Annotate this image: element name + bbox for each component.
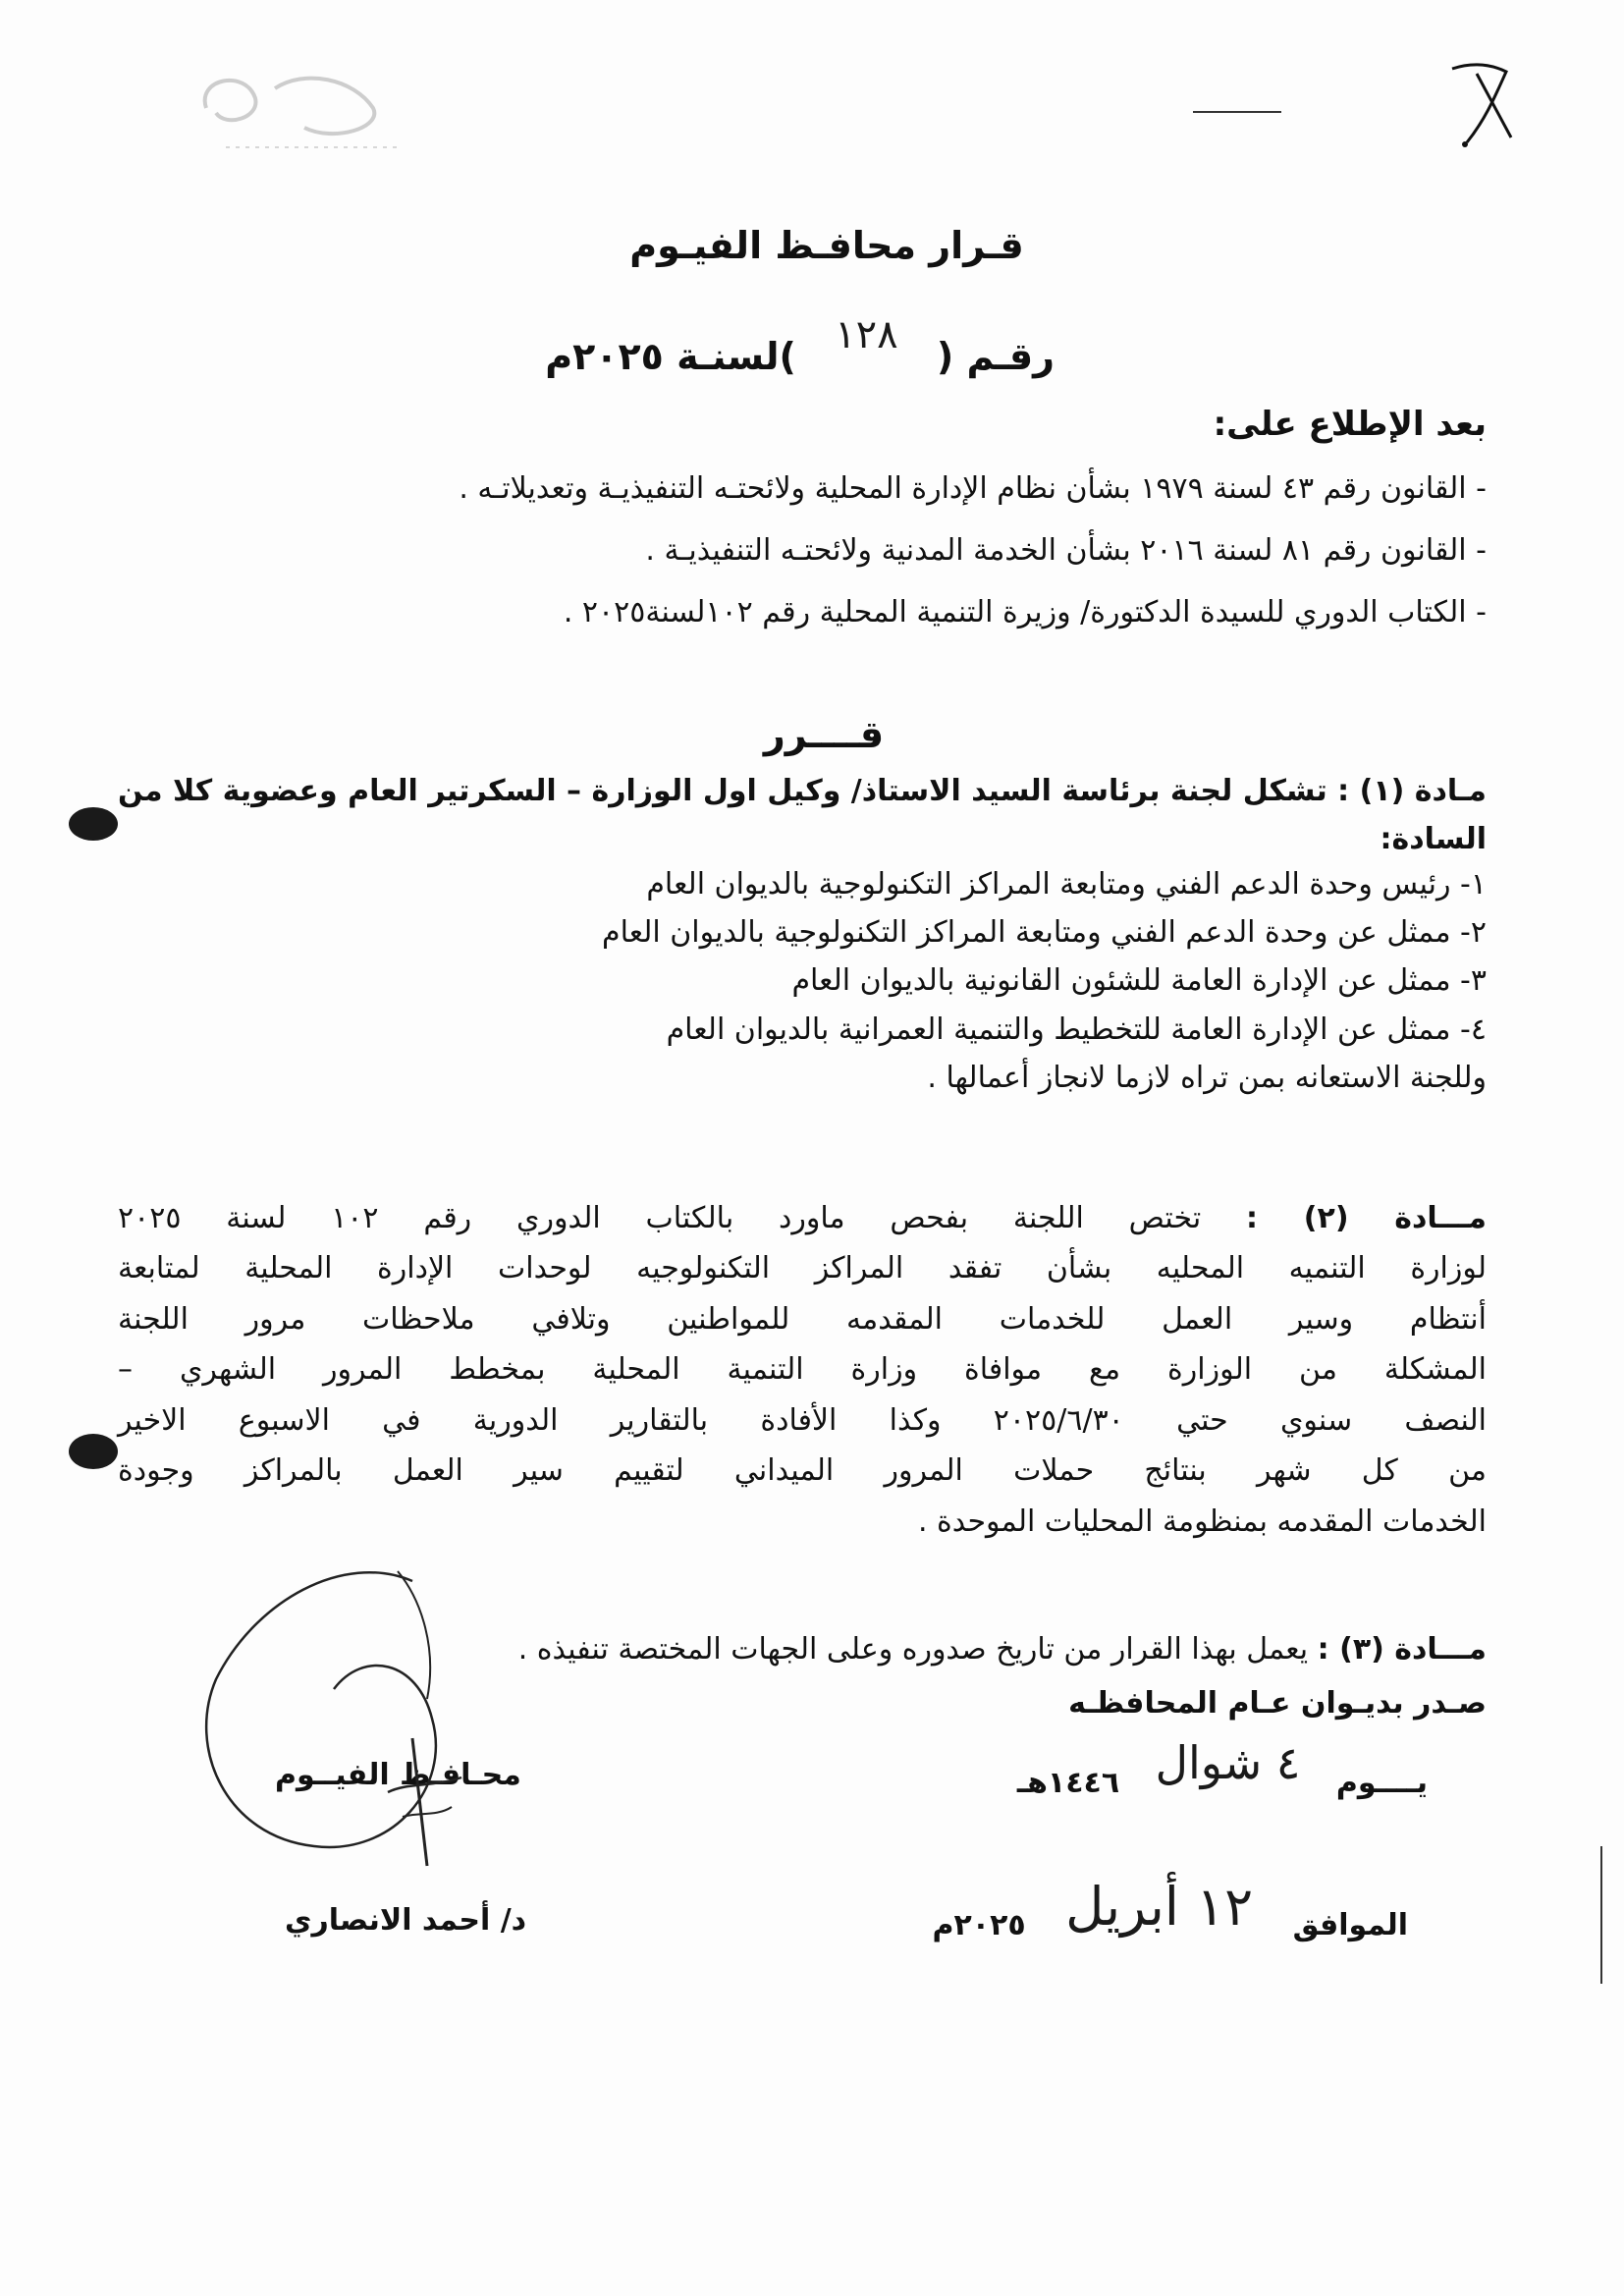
article-2-text: تختص اللجنة بفحص ماورد بالكتاب الدوري رقم ١٠٢ لسنة ٢٠٢٥ xyxy=(118,1201,1202,1235)
page-number-mark xyxy=(1437,54,1526,152)
punch-hole xyxy=(69,807,118,841)
decision-heading: قــــرر xyxy=(763,713,885,756)
member-item: ٣- ممثل عن الإدارة العامة للشئون القانونية بالديوان العام xyxy=(791,963,1487,998)
signature-name: د/ أحمد الانصاري xyxy=(285,1903,527,1938)
number-suffix: )لسنـة ٢٠٢٥م xyxy=(545,335,796,378)
handwritten-signature xyxy=(167,1542,481,1915)
preamble-item: - القانون رقم ٤٣ لسنة ١٩٧٩ بشأن نظام الإدارة المحلية ولائحتـه التنفيذيـة وتعديلاتـه . xyxy=(459,471,1487,506)
article-2-line: من كل شهر بنتائج حملات المرور الميداني لتقييم سير العمل بالمراكز وجودة xyxy=(118,1453,1487,1488)
preamble-item: - القانون رقم ٨١ لسنة ٢٠١٦ بشأن الخدمة المدنية ولائحتـه التنفيذيـة . xyxy=(645,533,1487,568)
member-item: ١- رئيس وحدة الدعم الفني ومتابعة المراكز التكنولوجية بالديوان العام xyxy=(646,867,1487,902)
decree-number xyxy=(545,312,1055,379)
article-2-line: النصف سنوي حتي ٢٠٢٥/٦/٣٠ وكذا الأفادة بالتقارير الدورية في الاسبوع الاخير xyxy=(118,1403,1487,1438)
issued-text: صـدر بديـوان عـام المحافظـه xyxy=(1068,1686,1487,1721)
article-1-label: مـادة (١) : xyxy=(1337,774,1487,808)
article-3-text: يعمل بهذا القرار من تاريخ صدوره وعلى الجهات المختصة تنفيذه . xyxy=(517,1632,1309,1667)
article-1-closing: وللجنة الاستعانه بمن تراه لازما لانجاز أعمالها . xyxy=(927,1061,1487,1095)
article-1-line2: السادة: xyxy=(1380,822,1487,856)
article-3-line xyxy=(518,1630,1487,1669)
article-2-line: أنتظام وسير العمل للخدمات المقدمه للمواطنين وتلافي ملاحظات مرور اللجنة xyxy=(118,1302,1487,1337)
day-prefix: يــــوم xyxy=(1335,1766,1428,1800)
gregorian-year: ٢٠٢٥م xyxy=(932,1908,1026,1942)
stamp-icon xyxy=(187,49,422,177)
member-item: ٤- ممثل عن الإدارة العامة للتخطيط والتنمية العمرانية بالديوان العام xyxy=(666,1012,1487,1047)
number-prefix: رقـم ( xyxy=(936,335,1055,378)
top-rule xyxy=(1193,111,1281,113)
punch-hole xyxy=(69,1434,118,1469)
page-number-text xyxy=(1510,74,1511,76)
article-2-label: مـــادة (٢) : xyxy=(1246,1201,1487,1235)
article-3-label: مـــادة (٣) : xyxy=(1317,1632,1487,1667)
page-number-icon xyxy=(1437,54,1526,152)
number-handwritten: ١٢٨ xyxy=(835,312,898,357)
issued-day-line xyxy=(1016,1736,1428,1803)
date-handwritten: ١٢ أبريل xyxy=(1065,1876,1254,1938)
day-handwritten: ٤ شوال xyxy=(1155,1736,1301,1789)
article-2-line: المشكلة من الوزارة مع موافاة وزارة التنمية المحلية بمخطط المرور الشهري – xyxy=(118,1352,1487,1387)
article-2-line xyxy=(118,1199,1487,1238)
article-2-line: لوزارة التنميه المحليه بشأن تفقد المراكز التكنولوجيه لوحدات الإدارة المحلية لمتابعة xyxy=(118,1251,1487,1285)
issued-date-line xyxy=(932,1876,1408,1947)
agreeing-label: الموافق xyxy=(1292,1908,1408,1942)
member-item: ٢- ممثل عن وحدة الدعم الفني ومتابعة المراكز التكنولوجية بالديوان العام xyxy=(602,915,1487,950)
margin-mark xyxy=(1600,1846,1602,1984)
article-2-last-line: الخدمات المقدمه بمنظومة المحليات الموحدة . xyxy=(917,1504,1487,1539)
article-1-text: تشكل لجنة برئاسة السيد الاستاذ/ وكيل اول الوزارة – السكرتير العام وعضوية كلا من xyxy=(117,774,1327,808)
faint-stamp xyxy=(187,49,422,177)
preamble-item: - الكتاب الدوري للسيدة الدكتورة/ وزيرة التنمية المحلية رقم ١٠٢لسنة٢٠٢٥ . xyxy=(563,595,1487,629)
article-1-line xyxy=(118,772,1487,811)
preamble-heading: بعد الإطلاع على: xyxy=(1213,405,1487,444)
signature-title: محـافـظ الفيــوم xyxy=(275,1758,521,1792)
signature-icon xyxy=(167,1542,481,1915)
decree-title: قـرار محافـظ الفيـوم xyxy=(629,224,1024,267)
hijri-year: ١٤٤٦هـ xyxy=(1016,1766,1120,1800)
